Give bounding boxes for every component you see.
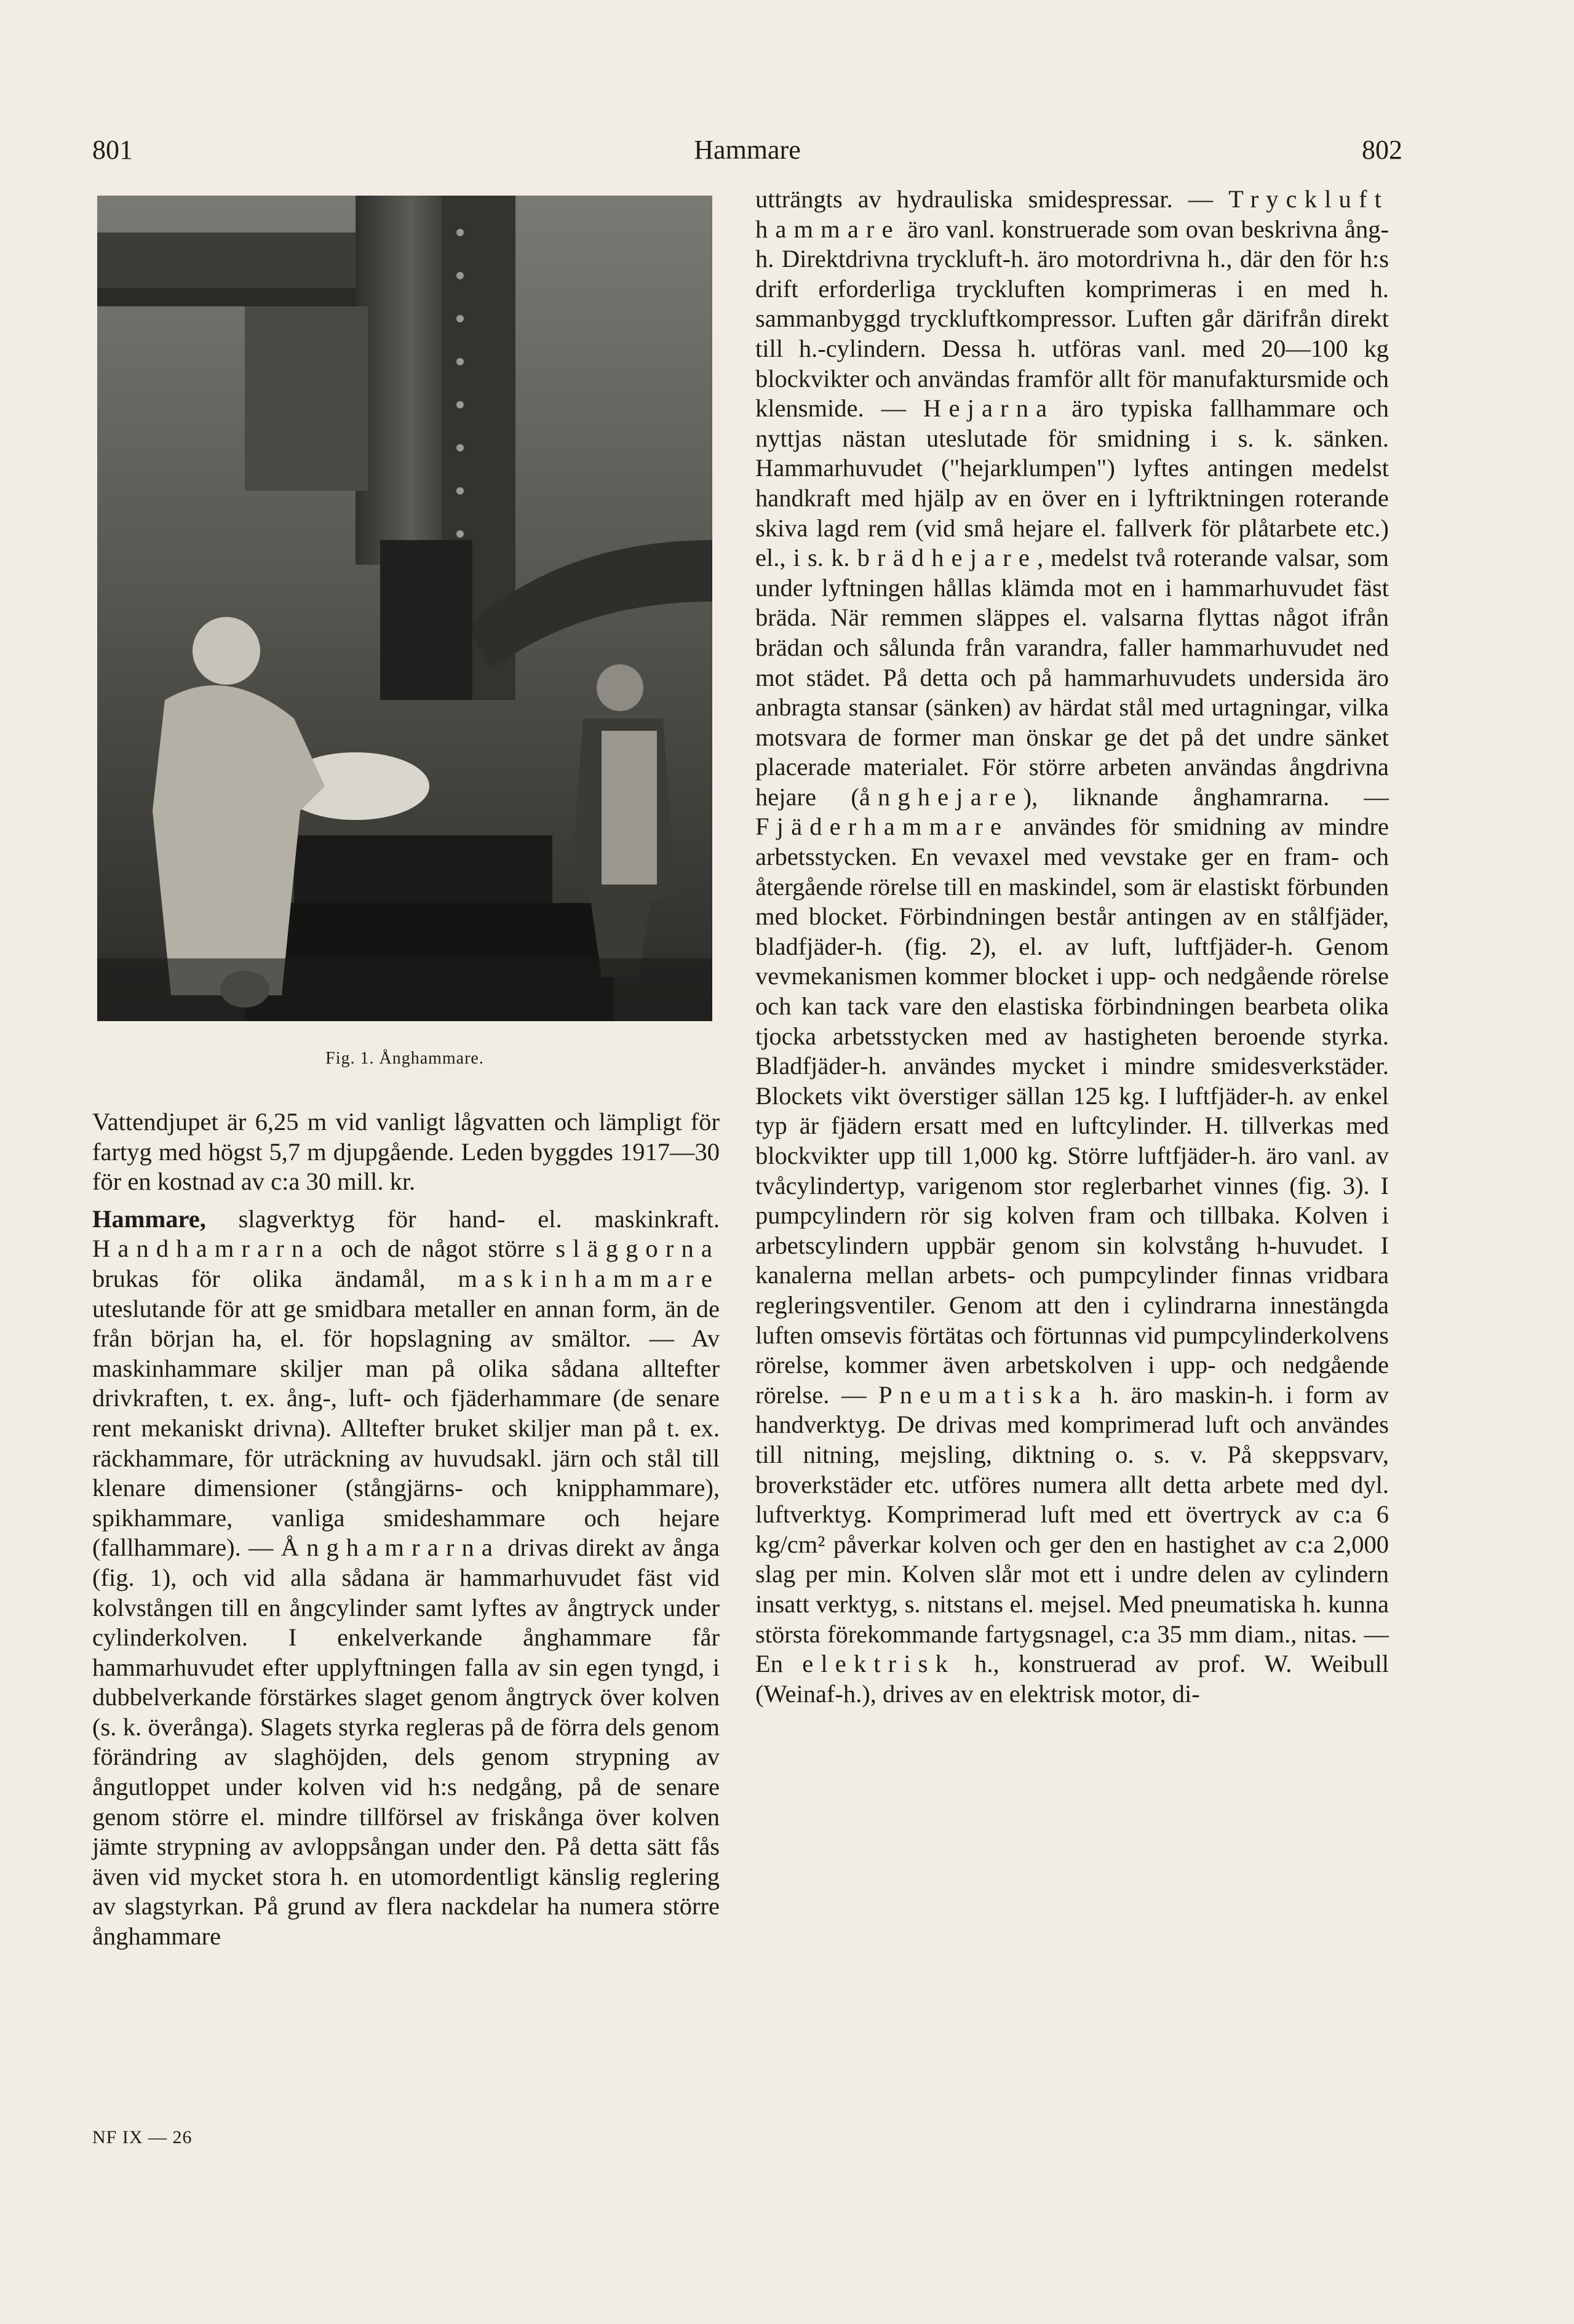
spaced-term: Pneumatiska bbox=[878, 1380, 1088, 1409]
entry-text: användes för smidning av mindre arbetsstycken. En vevaxel med vevstake ger en fram- och återgående rörelse till en maskindel, som är elastiskt förbunden med blocket. Förbindningen består antingen av en stålfjäder, bladfjäder-h. (fig. 2), el. av luft, luftfjäder-h. Genom vevmekanismen kommer blocket i upp- och nedgående rörelse och kan tack vare den elastiska förbindningen bearbeta olika tjocka arbetsstycken med av hastigheten beroende styrka. Bladfjäder-h. användes mycket i mindre smidesverkstäder. Blockets vikt överstiger sällan 125 kg. I luftfjäder-h. av enkel typ är fjädern ersatt med en luftcylinder. H. tillverkas med blockvikter upp till 1,000 kg. Större luftfjäder-h. äro vanl. av tvåcylindertyp, varigenom stor reglerbarhet vinnes (fig. 3). I pumpcylindern rör sig kolven fram och tillbaka. Kolven i arbetscylindern uppbär genom sin kolvstång h-huvudet. I kanalerna mellan arbets- och pumpcylinder finnas vridbara regleringsventiler. Genom att den i cylindrarna innestängda luften omsevis förtätas och förtunnas vid pumpcylinderkolvens rörelse, kommer även arbetskolven i upp- och nedgående rörelse. — bbox=[755, 813, 1389, 1409]
right-column bbox=[755, 185, 1389, 1709]
spaced-term: Ånghamrarna bbox=[280, 1534, 500, 1562]
spaced-term: släggorna bbox=[555, 1235, 720, 1263]
intro-paragraph: Vattendjupet är 6,25 m vid vanligt lågvatten och lämpligt för fartyg med högst 5,7 m djupgående. Leden byggdes 1917—30 för en kostnad av c:a 30 mill. kr. bbox=[92, 1108, 720, 1196]
spaced-term: maskinhammare bbox=[458, 1264, 720, 1292]
entry-text: , medelst två roterande valsar, som under lyftningen hållas klämda mot en i hammarhuvudet fäst bräda. När remmen släppes el. valsarna flyttas något ifrån brädan och sålunda från varandra, faller hammarhuvudet ned mot städet. På detta och på hammarhuvudets undersida äro anbragta stansar (sänken) av härdat stål med urtagningar, vilka motsvara de former man önskar ge det på det undre sänket placerade materialet. För större arbeten användas ångdrivna hejare ( bbox=[755, 544, 1389, 811]
figure-caption: Fig. 1. Ånghammare. bbox=[325, 1049, 484, 1068]
entry-text: äro vanl. konstruerade som ovan beskrivna ång-h. Direktdrivna tryckluft-h. äro motordrivna h., där den för h:s drift erforderliga tryckluften komprimeras i en med h. sammanbyggd tryckluftkompressor. Luften går därifrån direkt till h.-cylindern. Dessa h. utföras vanl. med 20—100 kg blockvikter och användas framför allt för manufaktursmide och klensmide. — bbox=[755, 215, 1389, 423]
spaced-term: elektrisk bbox=[802, 1650, 955, 1678]
spaced-term: Fjäderhammare bbox=[755, 813, 1009, 841]
entry-text: brukas för olika ändamål, bbox=[92, 1264, 458, 1292]
running-head bbox=[92, 132, 1402, 169]
entry-text: slagverktyg för hand- el. maskinkraft. bbox=[205, 1204, 720, 1233]
steam-hammer-photo bbox=[97, 196, 712, 1021]
entry-hammare bbox=[92, 1204, 720, 1952]
photo-illustration bbox=[97, 196, 712, 1021]
entry-text: h., konstruerad av prof. W. Weibull (Weinaf-h.), drives av en elektrisk motor, di- bbox=[755, 1650, 1389, 1708]
spaced-term: Handhamrarna bbox=[92, 1235, 330, 1263]
signature-mark: NF IX — 26 bbox=[92, 2127, 193, 2147]
entry-headword: Hammare, bbox=[92, 1204, 206, 1233]
entry-text: äro typiska fallhammare och nyttjas nästan uteslutade för smidning i s. k. sänken. Hammarhuvudet ("hejarklumpen") lyftes antingen medelst handkraft med hjälp av en över en i lyftriktningen roterande skiva lagd rem (vid små hejare el. fallverk för plåtarbete etc.) el., i s. k. bbox=[755, 394, 1389, 572]
spaced-term: Tryckluft hammare bbox=[755, 185, 1389, 243]
entry-text: h. äro maskin-h. i form av handverktyg. De drivas med komprimerad luft och användes till nitning, mejsling, diktning o. s. v. På skeppsvarv, broverkstäder etc. utföres numera allt detta arbete med dyl. luftverktyg. Komprimerad luft med ett övertryck av c:a 6 kg/cm² påverkar kolven och ger den en hastighet av c:a 2,000 slag per min. Kolven slår mot ett i undre delen av cylindern insatt verktyg, s. nitstans el. mejsel. Med pneumatiska h. kunna största förekommande fartygsnagel, c:a 35 mm diam., nitas. — En bbox=[755, 1380, 1389, 1678]
spaced-term: Hejarna bbox=[923, 394, 1055, 423]
page-number-right: 802 bbox=[1362, 135, 1402, 165]
left-column bbox=[92, 1107, 720, 1952]
entry-text: ), liknande ånghamrarna. — bbox=[1023, 782, 1389, 811]
spaced-term: ånghejare bbox=[859, 782, 1023, 811]
page-title: Hammare bbox=[694, 135, 801, 165]
page-number-left: 801 bbox=[92, 135, 133, 165]
entry-text: utträngts av hydrauliska smidespressar. — bbox=[755, 185, 1229, 213]
entry-text: och de något större bbox=[330, 1235, 556, 1263]
spaced-term: brädhejare bbox=[857, 544, 1038, 572]
right-paragraph bbox=[755, 185, 1389, 1709]
entry-text: uteslutande för att ge smidbara metaller en annan form, än de från början ha, el. för hopslagning av smältor. — Av maskinhammare skiljer man på olika sådana alltefter drivkraften, t. ex. ång-, luft- och fjäderhammare (de senare rent mekaniskt drivna). Alltefter bruket skiljer man på t. ex. räckhammare, för uträckning av huvudsakl. järn och stål till klenare dimensioner (stångjärns- och knipphammare), spikhammare, vanliga smideshammare och hejare (fallhammare). — bbox=[92, 1294, 720, 1562]
entry-text: drivas direkt av ånga (fig. 1), och vid alla sådana är hammarhuvudet fäst vid kolvstången till en ångcylinder samt lyftes av ångtryck under cylinderkolven. I enkelverkande ånghammare får hammarhuvudet efter upplyftningen falla av sin egen tyngd, i dubbelverkande förstärkes slaget genom ångtryck över kolven (s. k. överånga). Slagets styrka regleras på de förra dels genom förändring av slaghöjden, dels genom strypning av ångutloppet under kolven vid h:s nedgång, på de senare genom större el. mindre tillförsel av friskånga över kolven jämte strypning av avloppsångan under den. På detta sätt fås även vid mycket stora h. en utomordentligt känslig reglering av slagstyrkan. På grund av flera nackdelar ha numera större ånghammare bbox=[92, 1534, 720, 1951]
